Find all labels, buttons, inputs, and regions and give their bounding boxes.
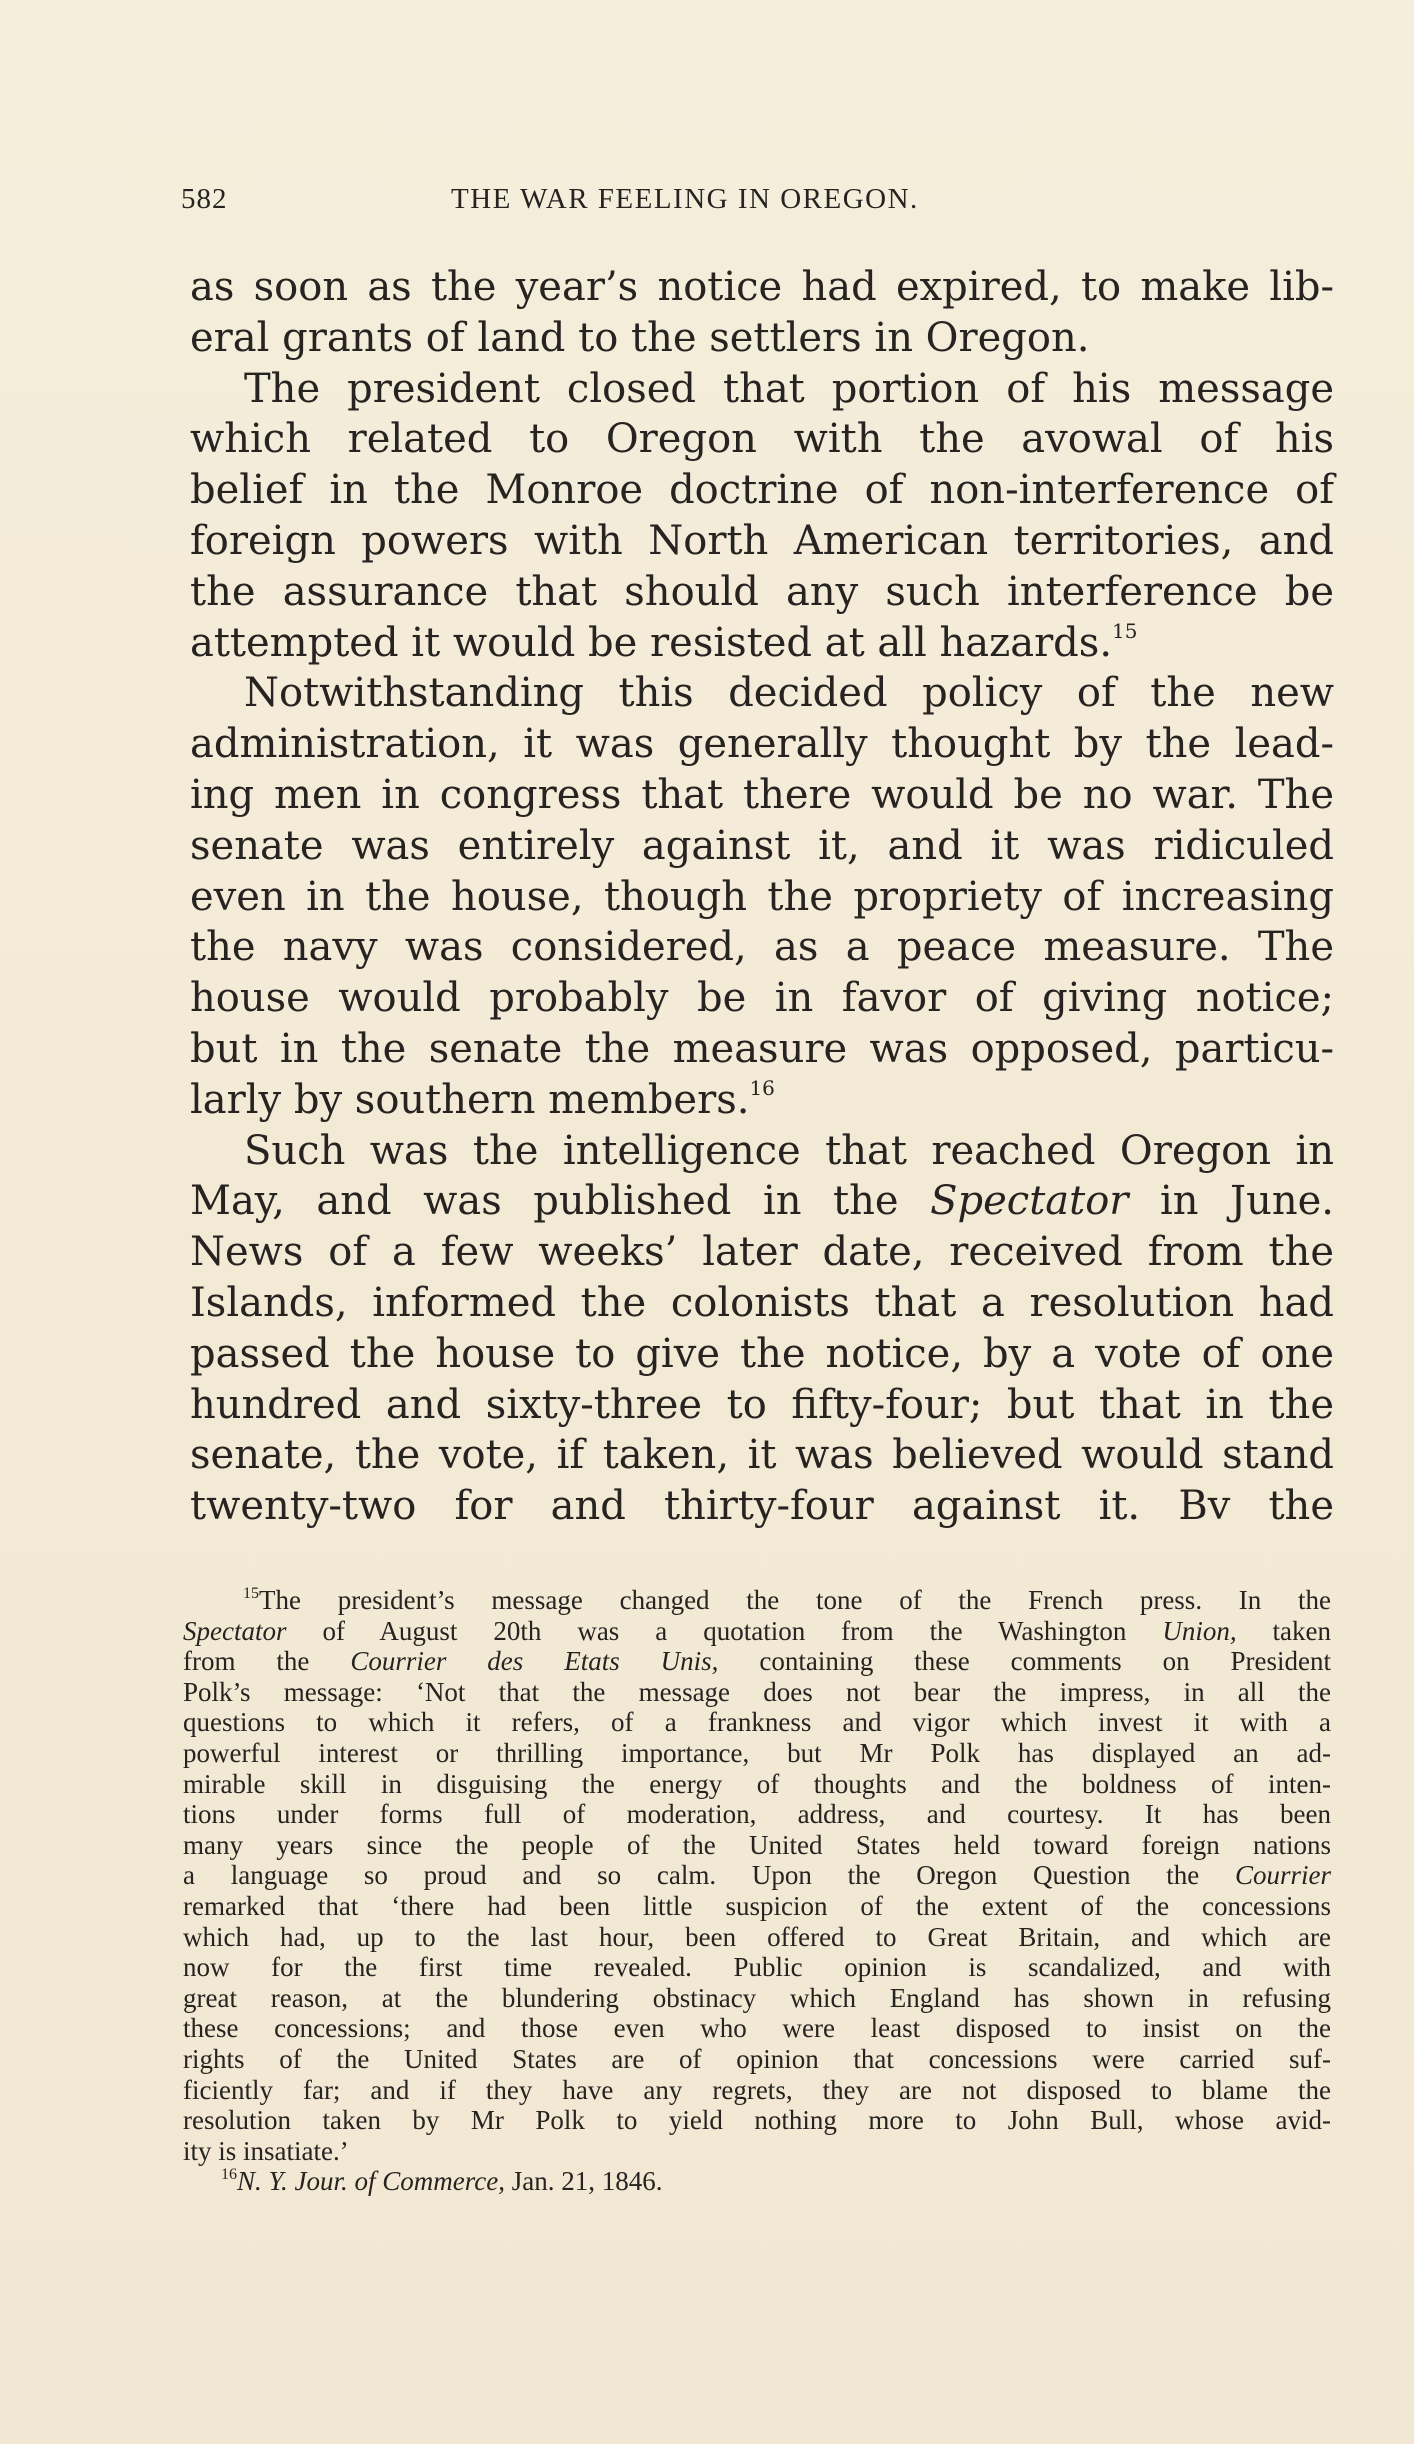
footnote-15-line: questions to which it refers, of a frankness and vigor which invest it with a	[183, 1707, 1331, 1738]
footnote-16-number: 16	[221, 2166, 237, 2184]
footnote-15-line: mirable skill in disguising the energy of thoughts and the boldness of inten-	[183, 1768, 1331, 1799]
text-line: hundred and sixty-three to fifty-four; but that in the	[190, 1381, 1334, 1428]
footnote-15-line: powerful interest or thrilling importance, but Mr Polk has displayed an ad-	[183, 1737, 1331, 1768]
text-line: News of a few weeks’ later date, received from the	[190, 1229, 1334, 1276]
footnote-15-line: remarked that ‘there had been little suspicion of the extent of the concessions	[183, 1890, 1331, 1921]
footnote-italic: Courrier	[1234, 1860, 1331, 1891]
footnote-text: of August 20th was a quotation from the Washington	[322, 1615, 1127, 1646]
footnote-15-line: these concessions; and those even who were least disposed to insist on the	[183, 2013, 1331, 2044]
text-line: Such was the intelligence that reached Oregon in	[244, 1127, 1334, 1174]
text-line	[190, 618, 1334, 669]
footnote-15-line: resolution taken by Mr Polk to yield nothing more to John Bull, whose avid-	[183, 2105, 1331, 2136]
text-line: Islands, informed the colonists that a resolution had	[190, 1279, 1334, 1326]
text-line: senate was entirely against it, and it was ridiculed	[190, 822, 1334, 869]
footnote-italic: Courrier des Etats Unis,	[350, 1646, 719, 1677]
text-line: administration, it was generally thought by the lead-	[190, 721, 1334, 768]
text-line: ing men in congress that there would be no war. The	[190, 771, 1334, 818]
text-line: senate, the vote, if taken, it was believed would stand	[190, 1432, 1334, 1479]
text-line	[190, 1075, 1334, 1126]
footnotes	[183, 1585, 1331, 2197]
page-number: 582	[181, 183, 228, 215]
text-line: which related to Oregon with the avowal of his	[190, 416, 1334, 463]
text-line-part: May, and was published in the	[190, 1178, 899, 1225]
footnote-15-line	[183, 1585, 1331, 1616]
footnote-15-line: many years since the people of the United States held toward foreign nations	[183, 1829, 1331, 1860]
footnote-15-line: great reason, at the blundering obstinacy which England has shown in refusing	[183, 1982, 1331, 2013]
text-line: as soon as the year’s notice had expired, to make lib-	[190, 264, 1334, 310]
text-line: passed the house to give the notice, by a vote of one	[190, 1330, 1334, 1377]
footnote-15-line: now for the first time revealed. Public opinion is scandalized, and with	[183, 1952, 1331, 1983]
footnote-text: from the	[183, 1646, 310, 1677]
text-line: house would probably be in favor of giving notice;	[190, 975, 1334, 1022]
footnote-15-line	[183, 1616, 1331, 1647]
footnote-15-line: tions under forms full of moderation, address, and courtesy. It has been	[183, 1799, 1331, 1830]
spectator-title: Spectator	[930, 1178, 1129, 1225]
text-line: even in the house, though the propriety of increasing	[190, 873, 1334, 920]
footnote-15-line: Polk’s message: ‘Not that the message does not bear the impress, in all the	[183, 1676, 1331, 1707]
footnote-15-number: 15	[243, 1585, 259, 1602]
footnote-text: taken	[1272, 1615, 1332, 1646]
footnote-text: containing these comments on President	[759, 1646, 1331, 1677]
footnote-15-line: ficiently far; and if they have any regrets, they are not disposed to blame the	[183, 2074, 1331, 2105]
running-head: THE WAR FEELING IN OREGON.	[451, 183, 919, 215]
text-line: the assurance that should any such interference be	[190, 568, 1334, 615]
footnote-15-line	[183, 1860, 1331, 1891]
text-line: twenty-two for and thirty-four against it. Bv the	[190, 1483, 1334, 1530]
footnote-16-line	[183, 2166, 1331, 2197]
footnote-ref-16: 16	[749, 1075, 775, 1100]
footnote-15-line: ity is insatiate.’	[183, 2135, 349, 2166]
footnote-text: Jan. 21, 1846.	[511, 2166, 663, 2197]
text-line	[190, 1176, 1334, 1227]
footnote-italic: N. Y. Jour. of Commerce,	[237, 2166, 506, 2197]
text-line: but in the senate the measure was opposed, particu-	[190, 1025, 1334, 1072]
footnote-text: The president’s message changed the tone of the French press. In the	[259, 1585, 1331, 1615]
text-line-content: attempted it would be resisted at all hazards.	[190, 619, 1113, 666]
footnote-15-line: rights of the United States are of opinion that concessions were carried suf-	[183, 2043, 1331, 2074]
footnote-15-line: which had, up to the last hour, been offered to Great Britain, and which are	[183, 1921, 1331, 1952]
footnote-ref-15: 15	[1112, 618, 1138, 643]
text-line-part: in June.	[1159, 1178, 1334, 1225]
main-text	[190, 262, 1334, 1532]
footnote-text: a language so proud and so calm. Upon the Oregon Question the	[183, 1860, 1200, 1891]
footnote-italic: Union,	[1162, 1615, 1237, 1646]
text-line-content: larly by southern members.	[190, 1076, 750, 1123]
footnote-15-line	[183, 1646, 1331, 1677]
text-line: Notwithstanding this decided policy of the new	[244, 670, 1334, 717]
text-line: The president closed that portion of his message	[244, 365, 1334, 412]
text-line: the navy was considered, as a peace measure. The	[190, 924, 1334, 971]
page-header	[181, 183, 1371, 219]
text-line: eral grants of land to the settlers in Oregon.	[190, 314, 1090, 361]
text-line: foreign powers with North American territories, and	[190, 517, 1334, 564]
text-line: belief in the Monroe doctrine of non-interference of	[190, 467, 1334, 514]
footnote-italic: Spectator	[183, 1615, 287, 1646]
